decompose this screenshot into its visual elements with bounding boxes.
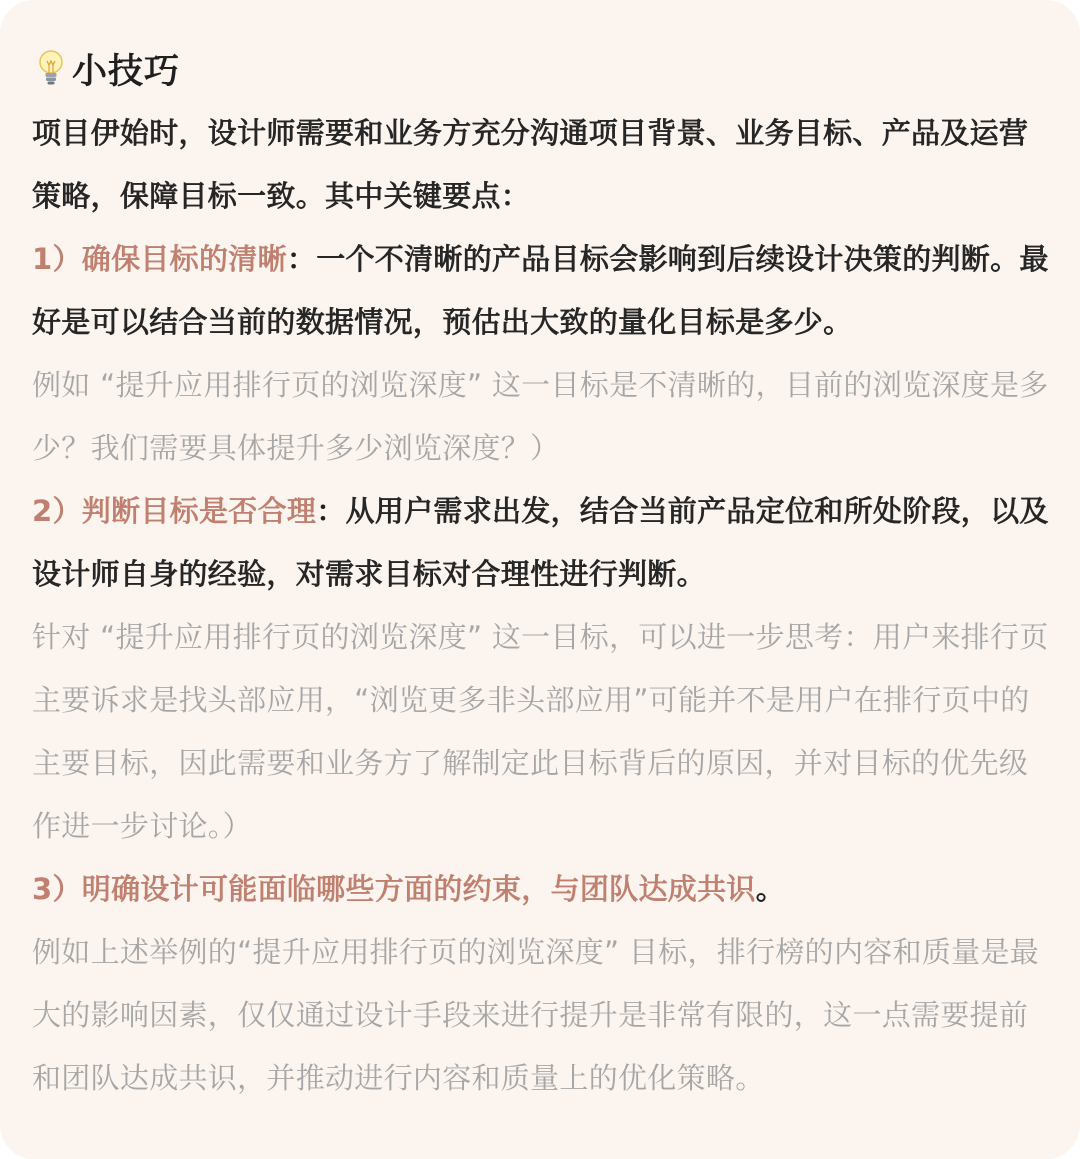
point-3-heading: 3）明确设计可能面临哪些方面的约束，与团队达成共识 [32, 872, 756, 906]
lightbulb-icon [34, 47, 68, 91]
point-1-body: 一个不清晰的产品目标会影响到后续设计决策的判断。最好是可以结合当前的数据情况，预估出大致的量化目标是多少。 [32, 242, 1049, 339]
point-3-example: 例如上述举例的“提升应用排行页的浏览深度” 目标，排行榜的内容和质量是最大的影响因素，仅仅通过设计手段来进行提升是非常有限的，这一点需要提前和团队达成共识，并推动进行内容和质量上的优化策略。 [32, 935, 1040, 1095]
point-1-separator: ： [286, 242, 317, 276]
point-3 [32, 858, 1050, 921]
point-1-heading: 1）确保目标的清晰 [32, 242, 287, 276]
tip-title: 小技巧 [72, 52, 181, 92]
point-2 [32, 480, 1050, 606]
point-3-separator: 。 [755, 872, 785, 906]
point-2-heading: 2）判断目标是否合理 [32, 494, 317, 528]
tip-header [32, 40, 1050, 98]
point-2-body: 从用户需求出发，结合当前产品定位和所处阶段，以及设计师自身的经验，对需求目标对合理性进行判断。 [32, 494, 1049, 591]
point-1-example: 例如 “提升应用排行页的浏览深度” 这一目标是不清晰的，目前的浏览深度是多少？我们需要具体提升多少浏览深度？） [32, 368, 1049, 465]
point-1 [32, 228, 1050, 354]
point-2-separator: ： [316, 494, 346, 528]
intro-text: 项目伊始时，设计师需要和业务方充分沟通项目背景、业务目标、产品及运营策略，保障目标一致。其中关键要点： [32, 116, 1029, 213]
point-2-example: 针对 “提升应用排行页的浏览深度” 这一目标，可以进一步思考：用户来排行页主要诉求是找头部应用，“浏览更多非头部应用”可能并不是用户在排行页中的主要目标，因此需要和业务方了解制定此目标背后的原因，并对目标的优先级作进一步讨论。） [32, 620, 1049, 843]
